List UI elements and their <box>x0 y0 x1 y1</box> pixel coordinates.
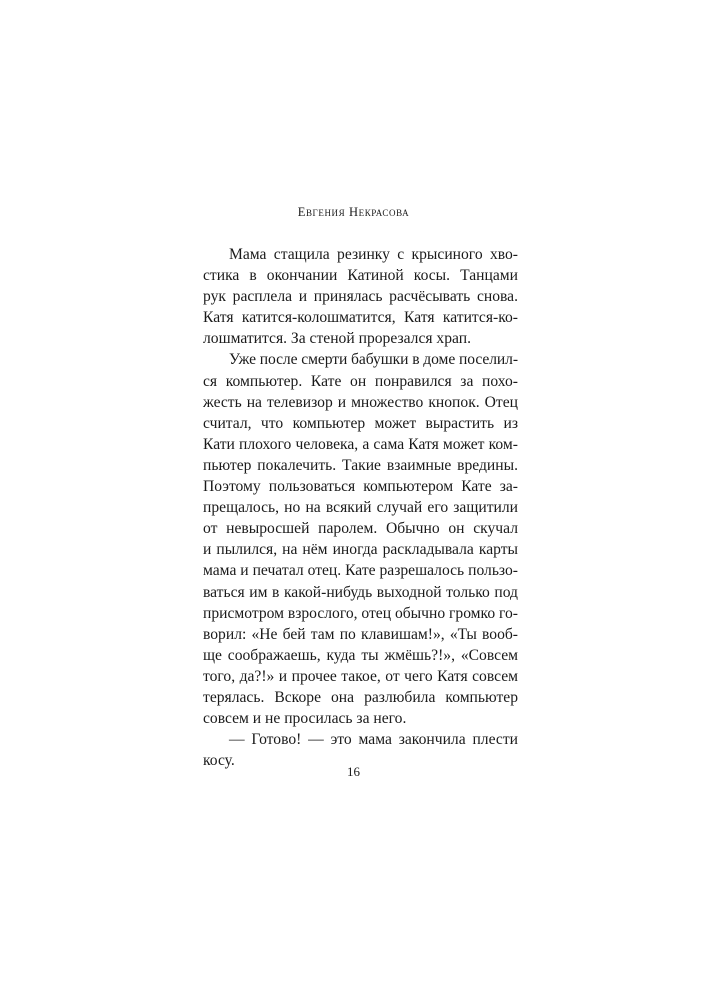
text-line: жесть на телевизор и множество кнопок. Отец <box>203 393 518 411</box>
text-line: Катя катится-колошматится, Катя катится-ко- <box>203 309 518 327</box>
text-line: того, да?!» и прочее такое, от чего Катя совсем <box>203 667 518 685</box>
text-line: от невыросшей паролем. Обычно он скучал <box>203 520 518 538</box>
text-line: — Готово! — это мама закончила плести <box>229 731 518 749</box>
text-line: ваться им в какой-нибудь выходной только под <box>203 583 518 601</box>
text-line: Уже после смерти бабушки в доме поселил- <box>229 351 518 369</box>
text-line: Кати плохого человека, а сама Катя может ком- <box>203 435 518 453</box>
text-line: совсем и не просилась за него. <box>203 710 407 728</box>
running-head-author: Евгения Некрасова <box>297 205 410 219</box>
text-line: считал, что компьютер может вырастить из <box>203 414 518 432</box>
text-line: ще соображаешь, куда ты жмёшь?!», «Совсем <box>203 646 518 664</box>
page-number: 16 <box>347 764 360 779</box>
text-line: и пылился, на нём иногда раскладывала карты <box>203 541 518 559</box>
text-line: пьютер покалечить. Такие взаимные вредины. <box>203 456 518 474</box>
text-line: мама и печатал отец. Кате разрешалось пользо- <box>203 562 518 580</box>
text-line: ся компьютер. Кате он понравился за похо- <box>203 372 518 390</box>
text-line: Мама стащила резинку с крысиного хво- <box>229 246 518 263</box>
text-line: стика в окончании Катиной косы. Танцами <box>203 267 518 285</box>
text-line: Поэтому пользоваться компьютером Кате за- <box>203 478 518 496</box>
text-line: лошматится. За стеной прорезался храп. <box>203 330 471 348</box>
text-line: прещалось, но на всякий случай его защитили <box>203 499 518 517</box>
text-line: рук расплела и принялась расчёсывать снова. <box>203 288 518 306</box>
text-line: косу. <box>203 752 235 770</box>
text-line: терялась. Вскоре она разлюбила компьютер <box>203 688 518 706</box>
text-line: присмотром взрослого, отец обычно громко го- <box>203 604 518 622</box>
body-text <box>203 244 518 771</box>
text-line: ворил: «Не бей там по клавишам!», «Ты вооб- <box>203 625 518 643</box>
